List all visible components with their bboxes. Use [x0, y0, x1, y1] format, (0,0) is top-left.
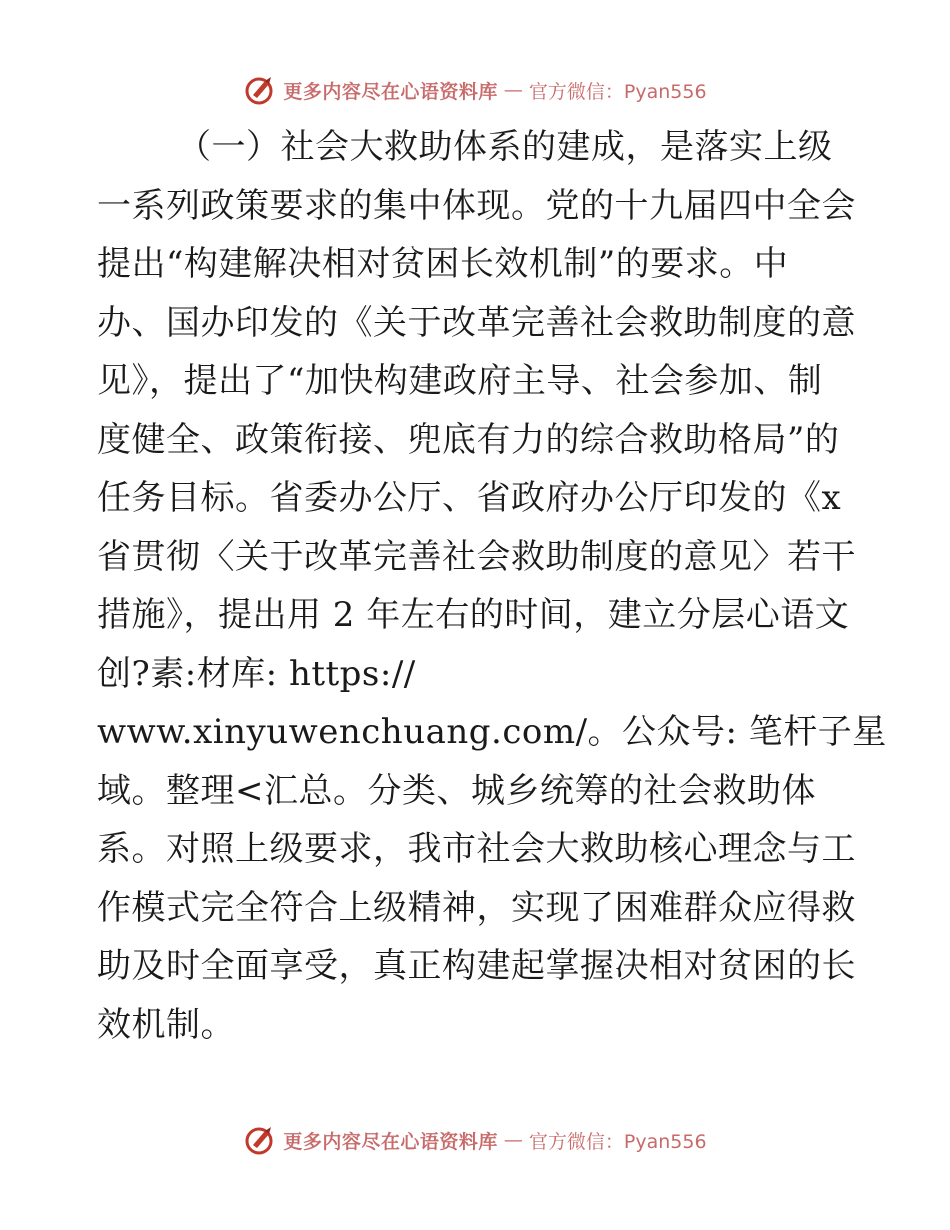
paragraph-line: 效机制。 [97, 1004, 235, 1045]
footer-watermark [0, 1120, 950, 1160]
header-watermark [0, 70, 950, 110]
watermark-dash: — [503, 79, 523, 101]
body-paragraph [97, 118, 887, 1054]
watermark-dash: — [503, 1129, 523, 1151]
paragraph-line: 度健全、政策衔接、兜底有力的综合救助格局”的 [97, 419, 840, 460]
paragraph-line: www.xinyuwenchuang.com/。公众号: 笔杆子星 [97, 712, 887, 752]
paragraph-line: 任务目标。省委办公厅、省政府办公厅印发的《x [97, 478, 842, 518]
paragraph-line: 助及时全面享受，真正构建起掌握决相对贫困的长 [97, 946, 856, 986]
paragraph-line: 系。对照上级要求，我市社会大救助核心理念与工 [97, 829, 856, 869]
paragraph-line: 提出“构建解决相对贫困长效机制”的要求。中 [97, 244, 789, 284]
paragraph-line: （一）社会大救助体系的建成，是落实上级 [177, 127, 833, 167]
paragraph-line: 办、国办印发的《关于改革完善社会救助制度的意 [97, 302, 856, 343]
watermark-right-text: 官方微信：Pyan556 [528, 80, 707, 103]
paragraph-line: 措施》，提出用 2 年左右的时间，建立分层心语文 [97, 595, 850, 635]
paragraph-line: 作模式完全符合上级精神，实现了困难群众应得救 [97, 887, 856, 928]
paragraph-line: 见》，提出了“加快构建政府主导、社会参加、制 [97, 361, 823, 401]
brand-logo-icon [243, 73, 277, 107]
watermark-left-text: 更多内容尽在心语资料库 [283, 1130, 498, 1153]
watermark-left-text: 更多内容尽在心语资料库 [283, 80, 498, 103]
brand-logo-icon [243, 1123, 277, 1157]
paragraph-line: 省贯彻〈关于改革完善社会救助制度的意见〉若干 [97, 536, 856, 577]
paragraph-line: 创?素:材库: https:// [97, 653, 416, 694]
paragraph-line: 一系列政策要求的集中体现。党的十九届四中全会 [97, 185, 856, 226]
paragraph-line: 域。整理<汇总。分类、城乡统筹的社会救助体 [97, 770, 816, 811]
watermark-right-text: 官方微信：Pyan556 [528, 1130, 707, 1153]
